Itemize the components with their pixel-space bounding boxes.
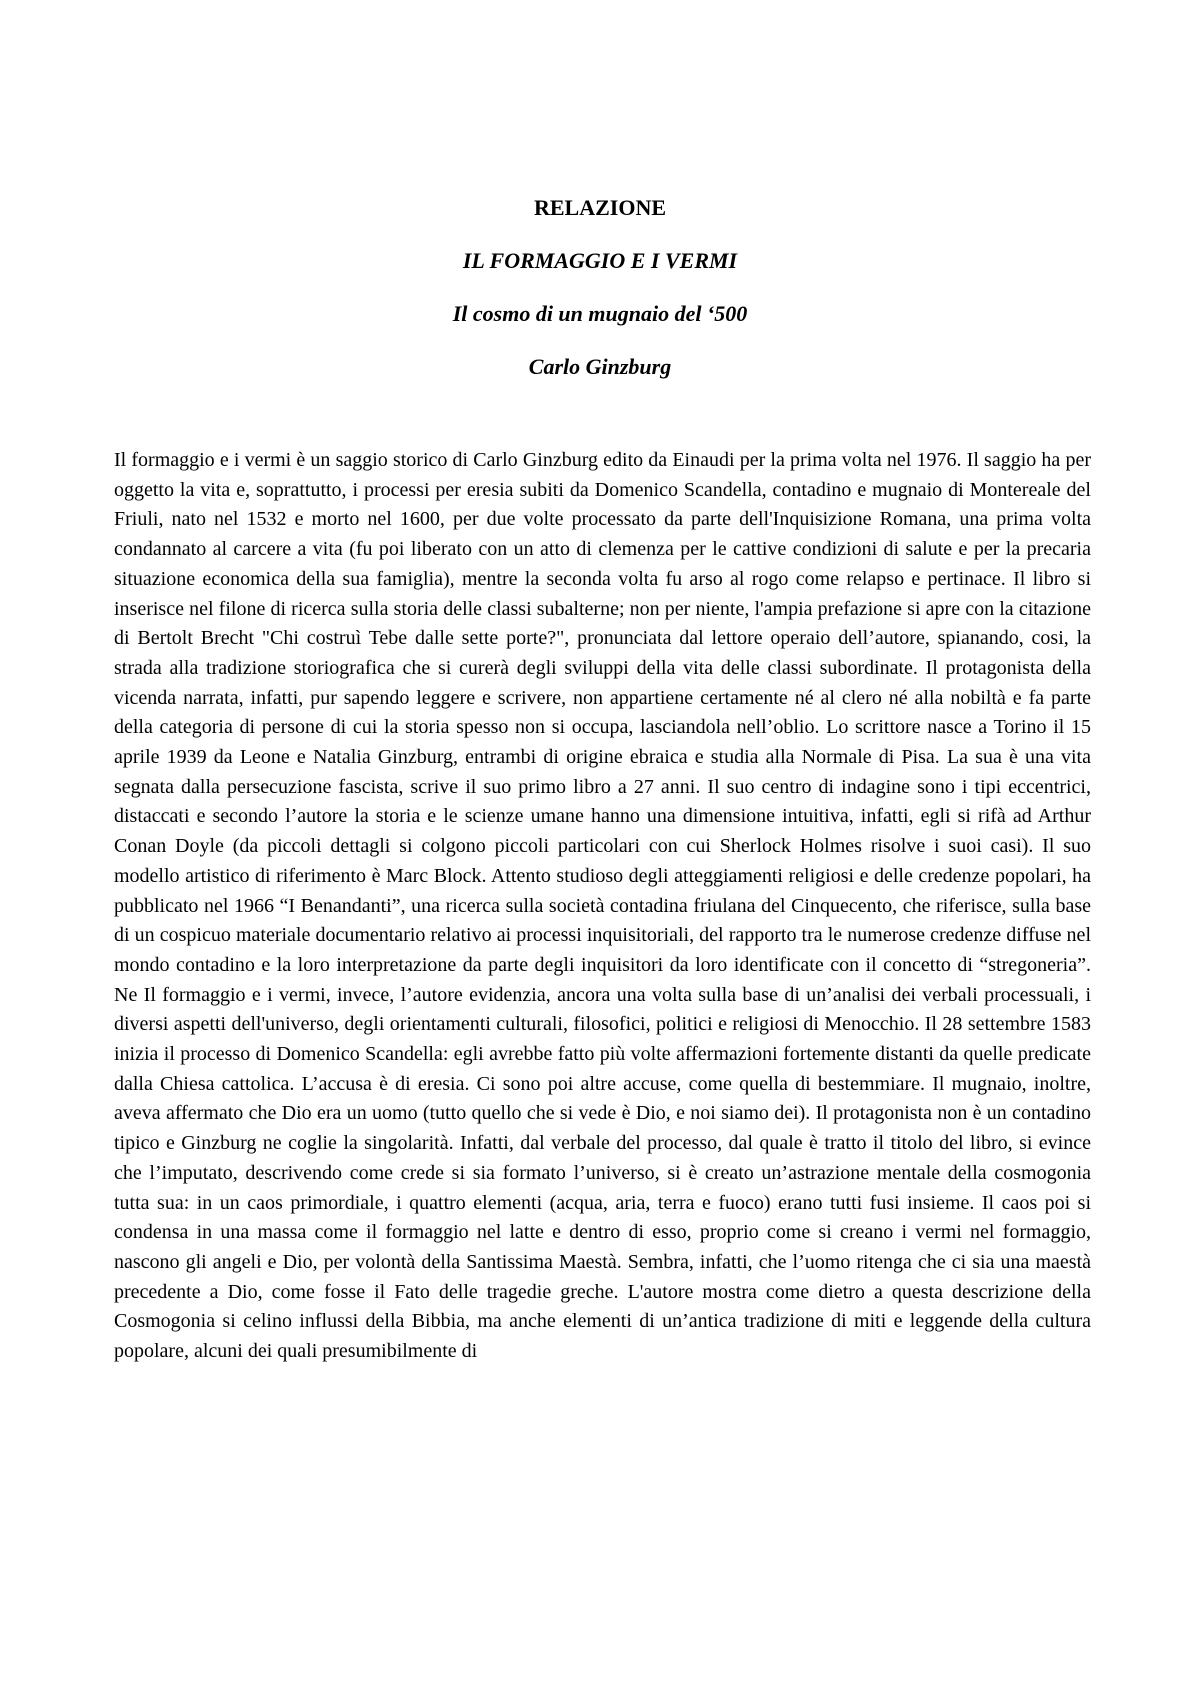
book-author: Carlo Ginzburg — [528, 354, 672, 379]
book-title: IL FORMAGGIO E I VERMI — [462, 248, 738, 273]
book-subtitle: Il cosmo di un mugnaio del ‘500 — [452, 301, 748, 326]
body-paragraph: Il formaggio e i vermi è un saggio storico di Carlo Ginzburg edito da Einaudi per la prima volta nel 1976. Il saggio ha per oggetto la vita e, soprattutto, i processi per eresia subiti da Domenico Scandella, contadino e mugnaio di Montereale del Friuli, nato nel 1532 e morto nel 1600, per due volte processato da parte dell'Inquisizione Romana, una prima volta condannato al carcere a vita (fu poi liberato con un atto di clemenza per le cattive condizioni di salute e per la precaria situazione economica della sua famiglia), mentre la seconda volta fu arso al rogo come relapso e pertinace. Il libro si inserisce nel filone di ricerca sulla storia delle classi subalterne; non per niente, l'ampia prefazione si apre con la citazione di Bertolt Brecht "Chi costruì Tebe dalle sette porte?", pronunciata dal lettore operaio dell’autore, spianando, cosi, la strada alla tradizione storiografica che si curerà degli sviluppi della vita delle classi subordinate. Il protagonista della vicenda narrata, infatti, pur sapendo leggere e scrivere, non appartiene certamente né al clero né alla nobiltà e fa parte della categoria di persone di cui la storia spesso non si occupa, lasciandola nell’oblio. Lo scrittore nasce a Torino il 15 aprile 1939 da Leone e Natalia Ginzburg, entrambi di origine ebraica e studia alla Normale di Pisa. La sua è una vita segnata dalla persecuzione fascista, scrive il suo primo libro a 27 anni. Il suo centro di indagine sono i tipi eccentrici, distaccati e secondo l’autore la storia e le scienze umane hanno una dimensione intuitiva, infatti, egli si rifà ad Arthur Conan Doyle (da piccoli dettagli si colgono piccoli particolari con cui Sherlock Holmes risolve i suoi casi). Il suo modello artistico di riferimento è Marc Block. Attento studioso degli atteggiamenti religiosi e delle credenze popolari, ha pubblicato nel 1966 “I Benandanti”, una ricerca sulla società contadina friulana del Cinquecento, che riferisce, sulla base di un cospicuo materiale documentario relativo ai processi inquisitoriali, del rapporto tra le numerose credenze diffuse nel mondo contadino e la loro interpretazione da parte degli inquisitori da loro identificate con il concetto di “stregoneria”. Ne Il formaggio e i vermi, invece, l’autore evidenzia, ancora una volta sulla base di un’analisi dei verbali processuali, i diversi aspetti dell'universo, degli orientamenti culturali, filosofici, politici e religiosi di Menocchio. Il 28 settembre 1583 inizia il processo di Domenico Scandella: egli avrebbe fatto più volte affermazioni fortemente distanti da quelle predicate dalla Chiesa cattolica. L’accusa è di eresia. Ci sono poi altre accuse, come quella di bestemmiare. Il mugnaio, inoltre, aveva affermato che Dio era un uomo (tutto quello che si vede è Dio, e noi siamo dei). Il protagonista non è un contadino tipico e Ginzburg ne coglie la singolarità. Infatti, dal verbale del processo, dal quale è tratto il titolo del libro, si evince che l’imputato, descrivendo come crede si sia formato l’universo, si è creato un’astrazione mentale della cosmogonia tutta sua: in un caos primordiale, i quattro elementi (acqua, aria, terra e fuoco) erano tutti fusi insieme. Il caos poi si condensa in una massa come il formaggio nel latte e dentro di esso, proprio come si creano i vermi nel formaggio, nascono gli angeli e Dio, per volontà della Santissima Maestà. Sembra, infatti, che l’uomo ritenga che ci sia una maestà precedente a Dio, come fosse il Fato delle tragedie greche. L'autore mostra come dietro a questa descrizione della Cosmogonia si celino influssi della Bibbia, ma anche elementi di un’antica tradizione di miti e leggende della cultura popolare, alcuni dei quali presumibilmente di — [114, 449, 1091, 1363]
document-heading: RELAZIONE — [533, 195, 667, 220]
title-block — [0, 196, 1200, 408]
